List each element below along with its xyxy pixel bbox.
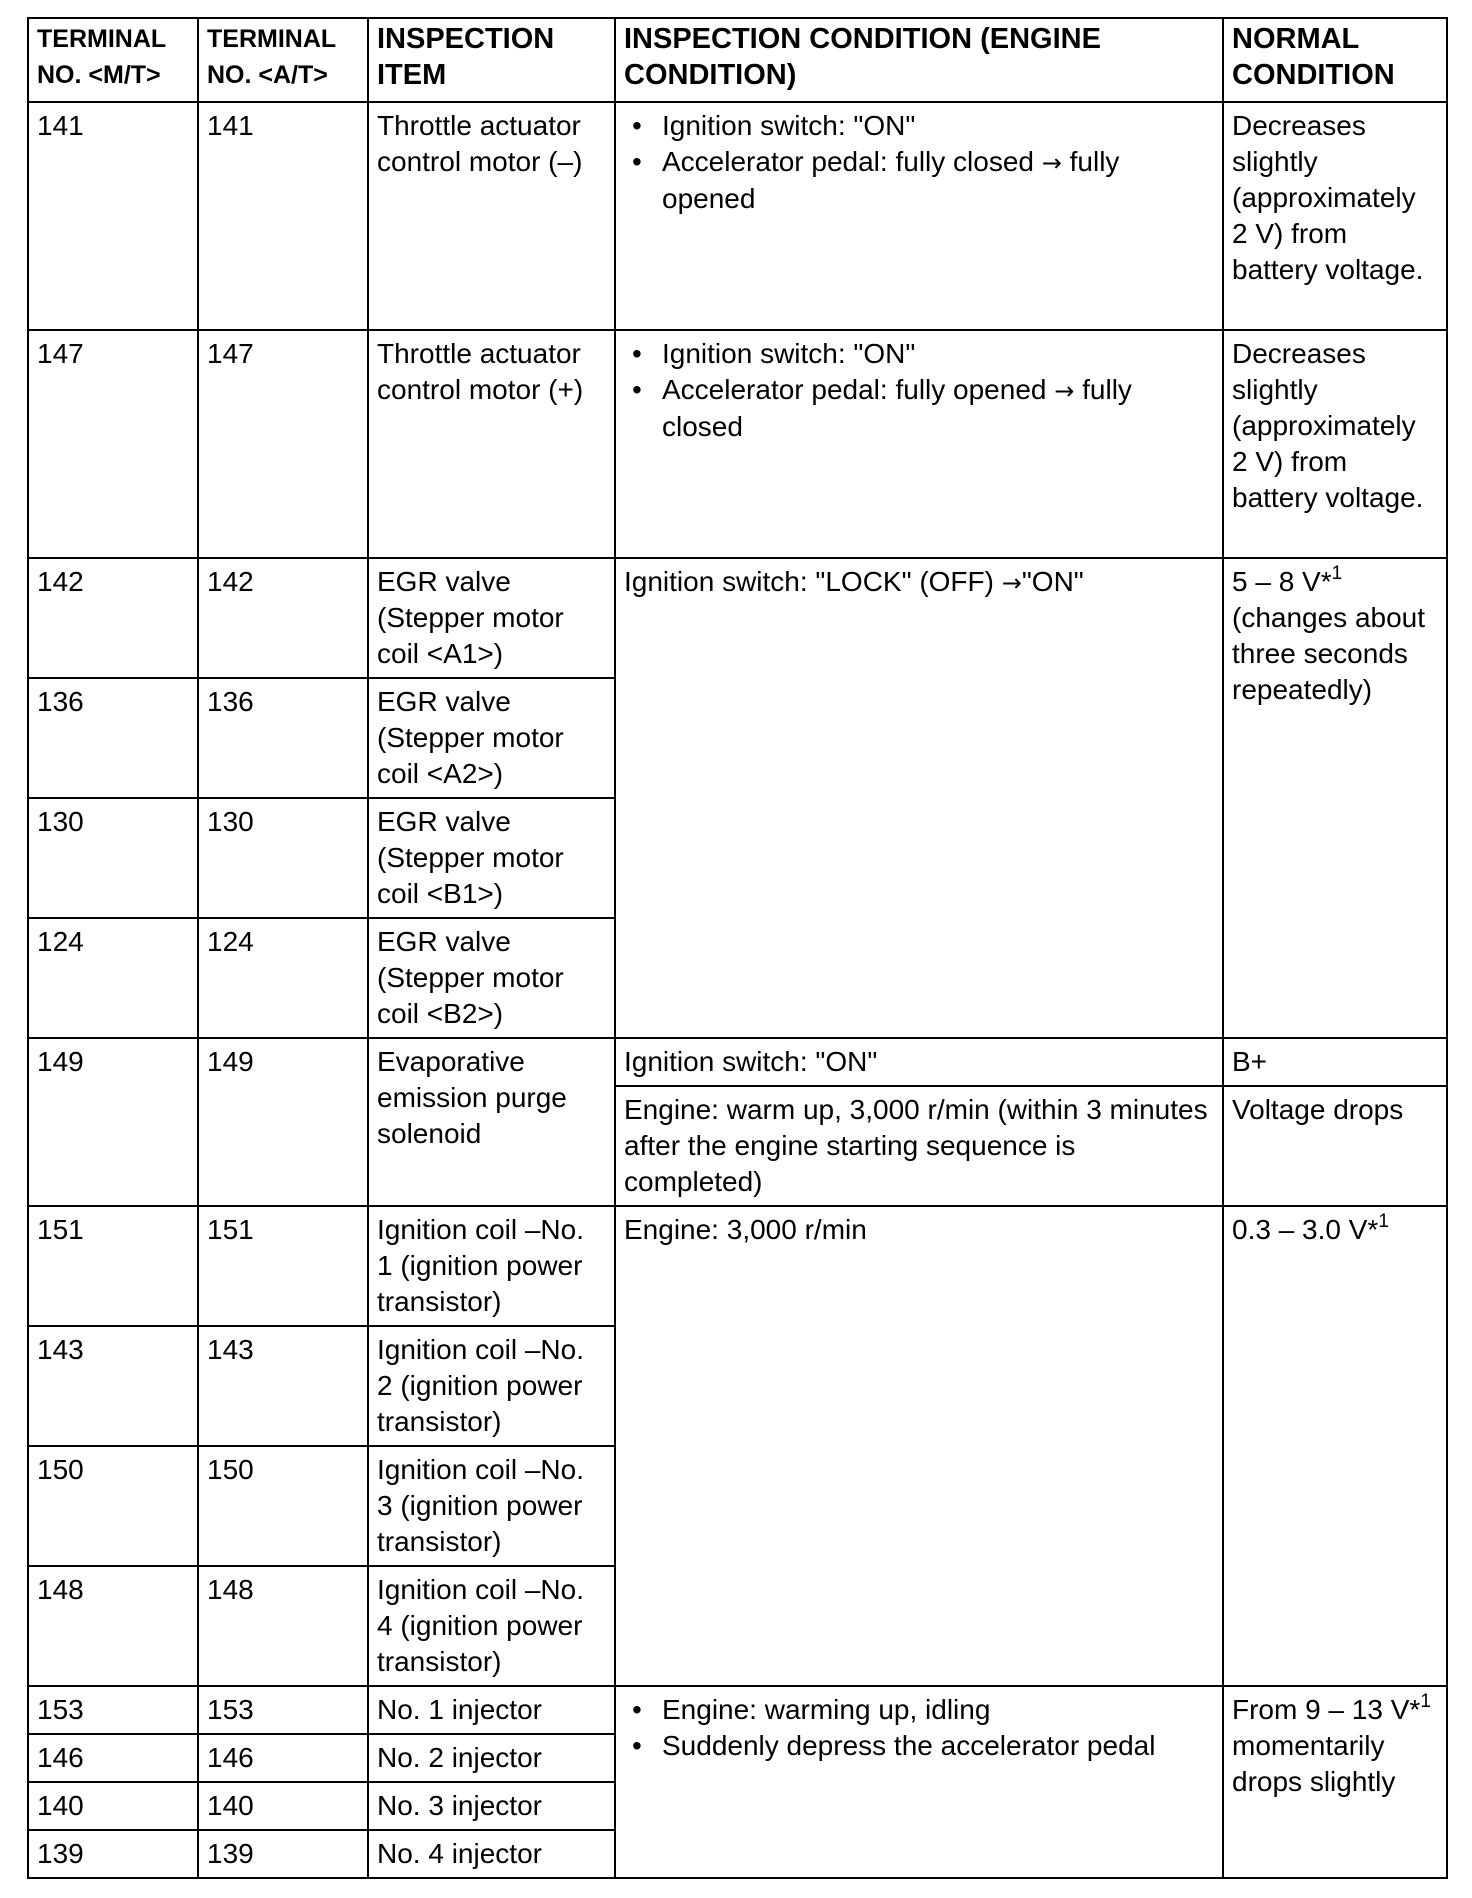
normal-condition-cell — [1223, 558, 1447, 1038]
terminal-at-cell: 151 — [198, 1206, 368, 1326]
normal-condition-cell: Voltage drops — [1223, 1086, 1447, 1206]
condition-text: fully closed — [662, 374, 1132, 442]
condition-bullet — [662, 144, 1214, 217]
terminal-mt-cell: 140 — [28, 1782, 198, 1830]
right-arrow-icon: → — [1041, 149, 1062, 177]
condition-bullet — [662, 372, 1214, 445]
terminal-at-cell: 142 — [198, 558, 368, 678]
normal-condition-cell — [1223, 1686, 1447, 1878]
terminal-at-cell: 140 — [198, 1782, 368, 1830]
normal-condition-cell — [1223, 1206, 1447, 1686]
right-arrow-icon: → — [1001, 569, 1022, 597]
terminal-mt-cell: 139 — [28, 1830, 198, 1878]
condition-text: Accelerator pedal: fully closed — [662, 146, 1042, 177]
terminal-mt-cell: 151 — [28, 1206, 198, 1326]
condition-text: Accelerator pedal: fully opened — [662, 374, 1055, 405]
inspection-item-cell: Ignition coil –No. 2 (ignition power transistor) — [368, 1326, 615, 1446]
condition-text: "ON" — [1021, 566, 1084, 597]
terminal-mt-cell: 148 — [28, 1566, 198, 1686]
header-inspection-condition: INSPECTION CONDITION (ENGINE CONDITION) — [615, 18, 1223, 102]
header-terminal-mt: TERMINAL NO. <M/T> — [28, 18, 198, 102]
header-normal-condition: NORMAL CONDITION — [1223, 18, 1447, 102]
terminal-mt-cell: 150 — [28, 1446, 198, 1566]
terminal-at-cell: 148 — [198, 1566, 368, 1686]
inspection-condition-cell: Ignition switch: "ON" — [615, 1038, 1223, 1086]
header-terminal-at: TERMINAL NO. <A/T> — [198, 18, 368, 102]
inspection-item-cell: Evaporative emission purge solenoid — [368, 1038, 615, 1206]
terminal-at-cell: 130 — [198, 798, 368, 918]
normal-condition-cell: Decreases slightly (approximately 2 V) from battery voltage. — [1223, 102, 1447, 330]
inspection-item-cell: No. 3 injector — [368, 1782, 615, 1830]
terminal-mt-cell: 136 — [28, 678, 198, 798]
right-arrow-icon: → — [1054, 377, 1075, 405]
inspection-condition-cell — [615, 558, 1223, 1038]
footnote-mark: 1 — [1420, 1690, 1431, 1712]
terminal-at-cell: 149 — [198, 1038, 368, 1206]
terminal-mt-cell: 124 — [28, 918, 198, 1038]
voltage-note: (changes about three seconds repeatedly) — [1232, 602, 1426, 705]
inspection-condition-cell — [615, 102, 1223, 330]
inspection-item-cell: Throttle actuator control motor (+) — [368, 330, 615, 558]
inspection-condition-cell: Engine: 3,000 r/min — [615, 1206, 1223, 1686]
table-row — [28, 330, 1447, 558]
table-row — [28, 558, 1447, 678]
condition-bullet: • Suddenly depress the accelerator pedal — [662, 1728, 1214, 1764]
condition-text: fully opened — [662, 146, 1120, 214]
condition-text: Ignition switch: "LOCK" (OFF) — [624, 566, 1002, 597]
inspection-item-cell: EGR valve (Stepper motor coil <B1>) — [368, 798, 615, 918]
terminal-at-cell: 139 — [198, 1830, 368, 1878]
terminal-inspection-table — [27, 17, 1448, 1879]
voltage-value: 0.3 – 3.0 V* — [1232, 1214, 1379, 1245]
inspection-condition-cell — [615, 330, 1223, 558]
condition-bullet: • Engine: warming up, idling — [662, 1692, 1214, 1728]
footnote-mark: 1 — [1331, 562, 1343, 584]
table-row — [28, 1038, 1447, 1086]
table-row — [28, 1206, 1447, 1326]
inspection-item-cell: Ignition coil –No. 3 (ignition power transistor) — [368, 1446, 615, 1566]
inspection-item-cell: EGR valve (Stepper motor coil <A1>) — [368, 558, 615, 678]
header-row — [28, 18, 1447, 102]
footnote-mark: 1 — [1378, 1210, 1389, 1232]
condition-bullet: • Ignition switch: "ON" — [662, 336, 1214, 372]
inspection-item-cell: No. 4 injector — [368, 1830, 615, 1878]
table-row — [28, 102, 1447, 330]
terminal-mt-cell: 143 — [28, 1326, 198, 1446]
table-row — [28, 1686, 1447, 1734]
terminal-mt-cell: 141 — [28, 102, 198, 330]
inspection-item-cell: No. 2 injector — [368, 1734, 615, 1782]
inspection-item-cell: No. 1 injector — [368, 1686, 615, 1734]
terminal-at-cell: 143 — [198, 1326, 368, 1446]
inspection-condition-cell — [615, 1686, 1223, 1878]
inspection-item-cell: EGR valve (Stepper motor coil <A2>) — [368, 678, 615, 798]
terminal-at-cell: 150 — [198, 1446, 368, 1566]
inspection-item-cell: Ignition coil –No. 1 (ignition power transistor) — [368, 1206, 615, 1326]
terminal-mt-cell: 146 — [28, 1734, 198, 1782]
inspection-item-cell: EGR valve (Stepper motor coil <B2>) — [368, 918, 615, 1038]
terminal-at-cell: 153 — [198, 1686, 368, 1734]
terminal-at-cell: 124 — [198, 918, 368, 1038]
voltage-note: momentarily drops slightly — [1232, 1730, 1396, 1797]
voltage-value: From 9 – 13 V* — [1232, 1694, 1421, 1725]
terminal-mt-cell: 130 — [28, 798, 198, 918]
terminal-mt-cell: 147 — [28, 330, 198, 558]
terminal-at-cell: 141 — [198, 102, 368, 330]
normal-condition-cell: Decreases slightly (approximately 2 V) from battery voltage. — [1223, 330, 1447, 558]
terminal-at-cell: 147 — [198, 330, 368, 558]
terminal-mt-cell: 149 — [28, 1038, 198, 1206]
terminal-at-cell: 146 — [198, 1734, 368, 1782]
inspection-item-cell: Ignition coil –No. 4 (ignition power transistor) — [368, 1566, 615, 1686]
header-inspection-item: INSPECTION ITEM — [368, 18, 615, 102]
voltage-value: 5 – 8 V* — [1232, 566, 1332, 597]
terminal-at-cell: 136 — [198, 678, 368, 798]
terminal-mt-cell: 153 — [28, 1686, 198, 1734]
normal-condition-cell: B+ — [1223, 1038, 1447, 1086]
condition-bullet: • Ignition switch: "ON" — [662, 108, 1214, 144]
terminal-mt-cell: 142 — [28, 558, 198, 678]
inspection-item-cell: Throttle actuator control motor (–) — [368, 102, 615, 330]
inspection-condition-cell: Engine: warm up, 3,000 r/min (within 3 minutes after the engine starting sequence is completed) — [615, 1086, 1223, 1206]
